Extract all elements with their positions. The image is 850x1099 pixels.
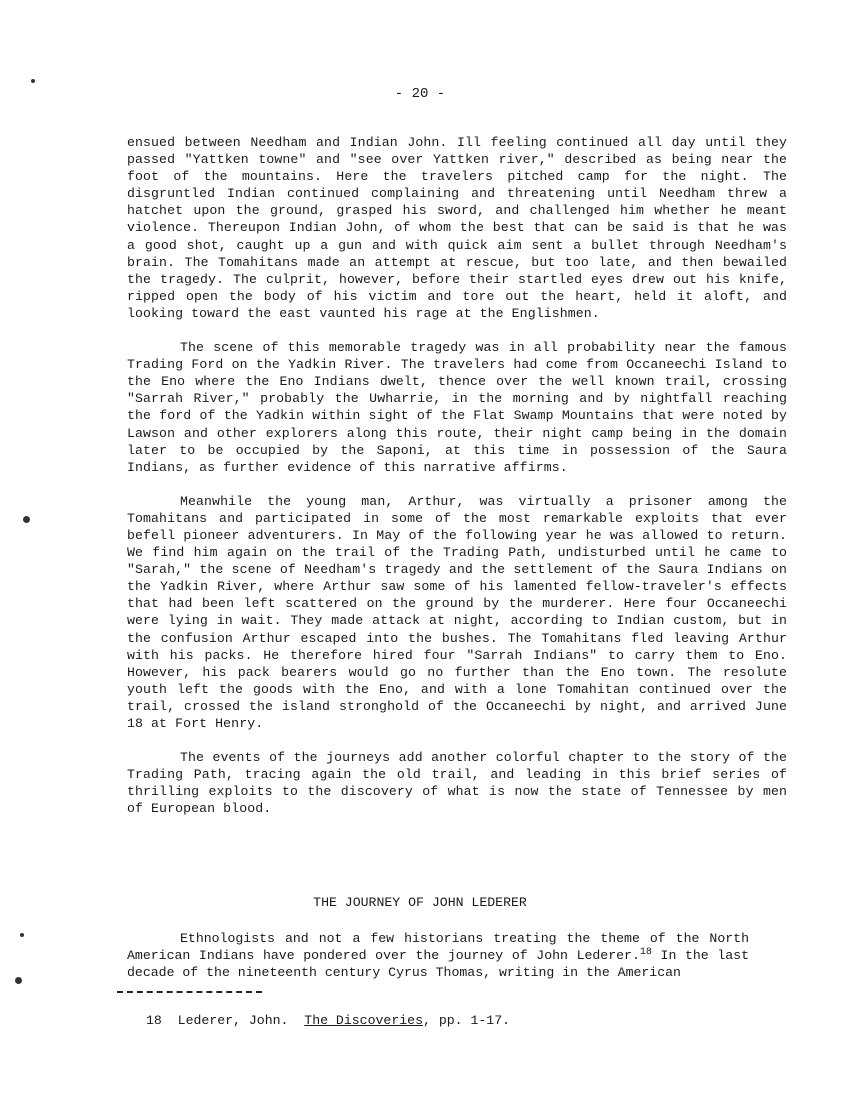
footnote-title: The Discoveries (304, 1013, 423, 1028)
paragraph-1: ensued between Needham and Indian John. Ill feeling continued all day until they passed "Yattken towne" and "see over Yattken river," described as being near the foot of the mountains. Here the travelers pitched camp for the night. The disgruntled Indian continued complaining and threatening until Needham threw a hatchet upon the ground, grasped his sword, and challenged him whether he meant violence. Thereupon Indian John, of whom the best that can be said is that he was a good shot, caught up a gun and with quick aim sent a bullet through Needham's brain. The Tomahitans made an attempt at rescue, but too late, and then bewailed the tragedy. The culprit, however, before their startled eyes drew out his knife, ripped open the body of his victim and tore out the heart, held it aloft, and looking toward the east vaunted his rage at the Englishmen. (127, 135, 787, 321)
paragraph-3: Meanwhile the young man, Arthur, was virtually a prisoner among the Tomahitans and participated in some of the most remarkable exploits that ever befell pioneer adventurers. In May of the following year he was allowed to return. We find him again on the trail of the Trading Path, undisturbed until he came to "Sarah," the scene of Needham's tragedy and the settlement of the Saura Indians on the Yadkin River, where Arthur saw some of his lamented fellow-traveler's effects that had been left scattered on the ground by the murderer. Here four Occaneechi were lying in wait. They made attack at night, according to Indian custom, but in the confusion Arthur escaped into the bushes. The Tomahitans fled leaving Arthur with his packs. He therefore hired four "Sarrah Indians" to carry them to Eno. However, his pack bearers would go no further than the Eno town. The resolute youth left the goods with the Eno, and with a lone Tomahitan continued over the trail, crossed the island stronghold of the Occaneechi by night, and arrived June 18 at Fort Henry. (127, 493, 787, 731)
footnote-author: Lederer, John. (177, 1013, 289, 1028)
footnote-number: 18 (146, 1013, 162, 1028)
paragraph-5-text-end: In the last decade of the nineteenth century Cyrus Thomas, writing in the American (127, 948, 750, 981)
scan-speck (15, 977, 22, 984)
paragraph-2: The scene of this memorable tragedy was in all probability near the famous Trading Ford on the Yadkin River. The travelers had come from Occaneechi Island to the Eno where the Eno Indians dwelt, thence over the well known trail, crossing "Sarrah River," probably the Uwharrie, in the morning and by nightfall reaching the ford of the Yadkin within sight of the Flat Swamp Mountains that were noted by Lawson and other explorers along this route, their night camp being in the domain later to be occupied by the Saponi, at this time in possession of the Saura Indians, as further evidence of this narrative affirms. (127, 340, 787, 475)
paragraph-5 (127, 930, 749, 981)
footnote-divider (117, 991, 262, 993)
footnote-pages: , pp. 1-17. (423, 1013, 511, 1028)
body-text (127, 134, 787, 834)
paragraph-4: The events of the journeys add another colorful chapter to the story of the Trading Path, tracing again the old trail, and leading in this brief series of thrilling exploits to the discovery of what is now the state of Tennessee by men of European blood. (127, 750, 787, 817)
scan-speck (31, 79, 35, 83)
footnote-reference: 18 (639, 947, 652, 959)
scan-speck (23, 516, 30, 523)
scan-speck (20, 933, 24, 937)
footnote (146, 1013, 510, 1028)
paragraph-5-text-start: Ethnologists and not a few historians treating the theme of the North American Indians have pondered over the journey of John Lederer. (127, 931, 749, 964)
page-number: - 20 - (394, 86, 446, 102)
section-heading: THE JOURNEY OF JOHN LEDERER (313, 895, 527, 910)
